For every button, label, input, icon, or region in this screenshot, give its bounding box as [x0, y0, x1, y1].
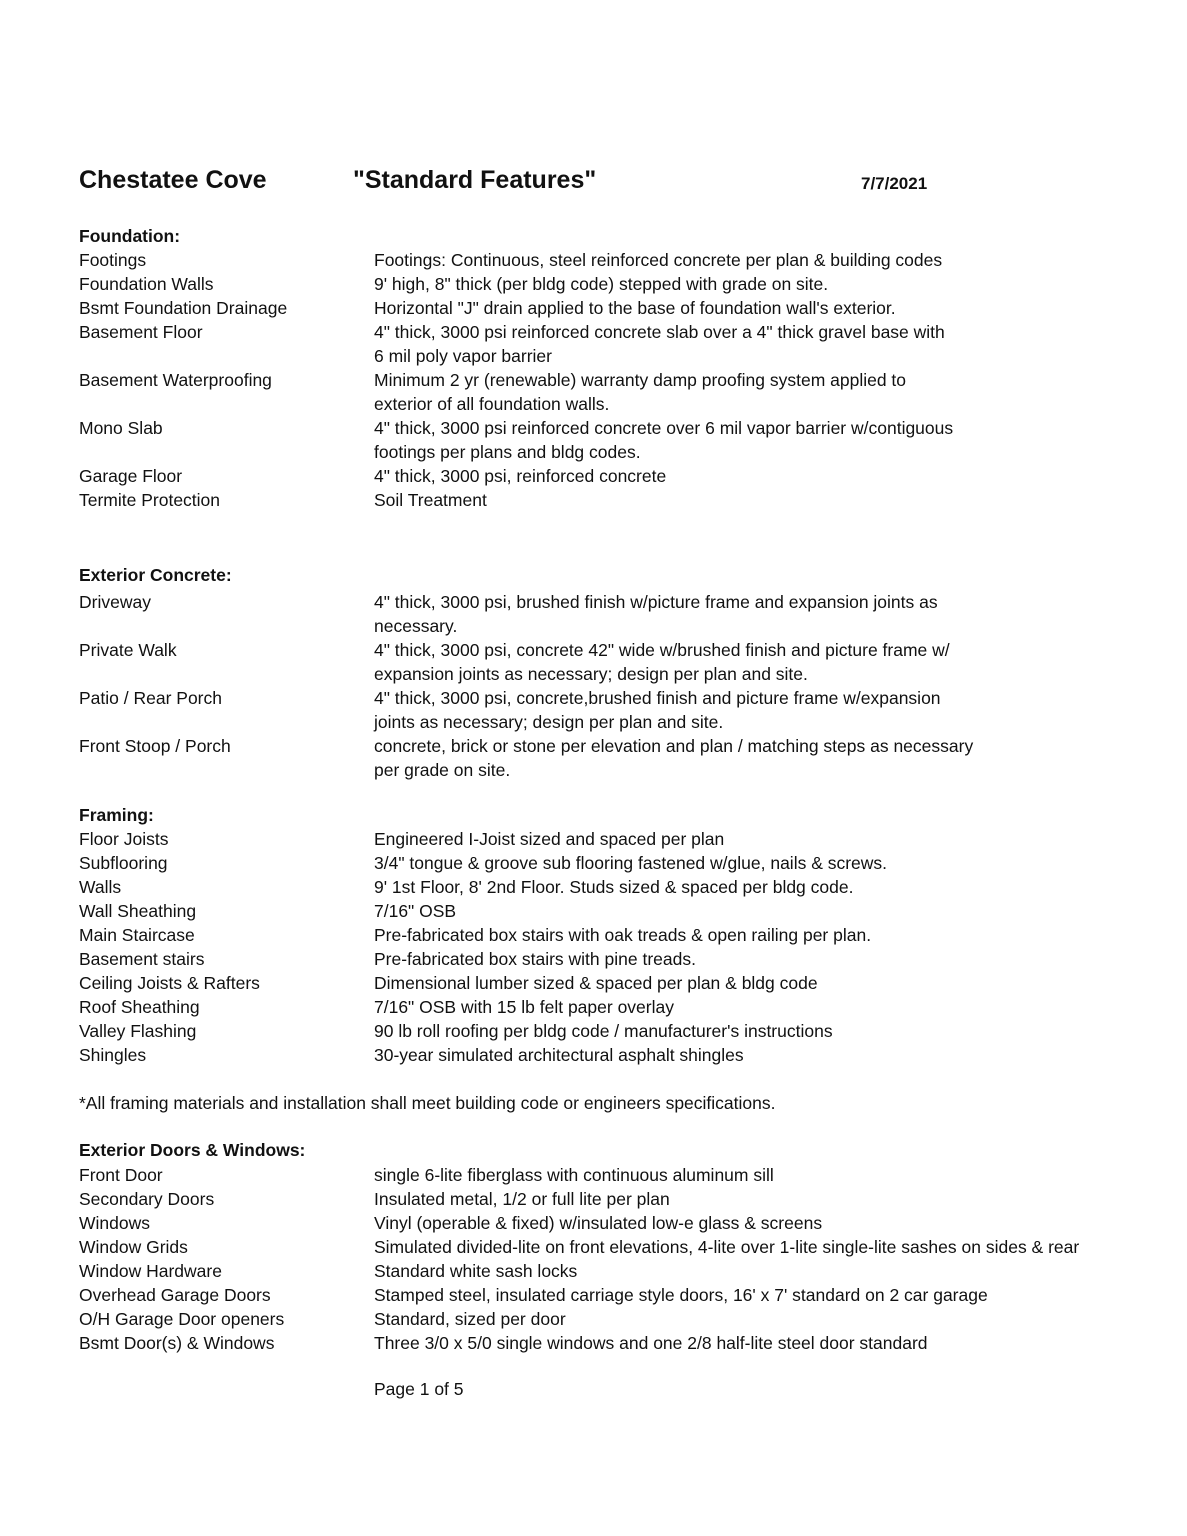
spec-value: 4" thick, 3000 psi, brushed finish w/picture frame and expansion joints as necessary. [374, 592, 938, 636]
spec-value: 9' 1st Floor, 8' 2nd Floor. Studs sized & spaced per bldg code. [374, 877, 854, 897]
spec-label: Walls [79, 877, 122, 897]
spec-row [79, 1283, 1157, 1307]
spec-row [79, 1259, 1157, 1283]
spec-value: Three 3/0 x 5/0 single windows and one 2/8 half-lite steel door standard [374, 1333, 928, 1353]
spec-value: Footings: Continuous, steel reinforced concrete per plan & building codes [374, 250, 943, 270]
spec-label: O/H Garage Door openers [79, 1309, 285, 1329]
spec-label: Basement stairs [79, 949, 205, 969]
spec-row [79, 1235, 1157, 1259]
spec-label: Footings [79, 250, 147, 270]
spec-row [79, 899, 1157, 923]
spec-value: Pre-fabricated box stairs with pine treads. [374, 949, 696, 969]
spec-label: Bsmt Foundation Drainage [79, 298, 288, 318]
spec-row [79, 368, 1157, 416]
spec-value: Minimum 2 yr (renewable) warranty damp proofing system applied to exterior of all foundation walls. [374, 370, 907, 414]
spec-value: Soil Treatment [374, 490, 487, 510]
spec-label: Window Hardware [79, 1261, 222, 1281]
spec-label: Patio / Rear Porch [79, 688, 222, 708]
page-number: Page 1 of 5 [374, 1379, 464, 1399]
spec-row [79, 248, 1157, 272]
spec-row [79, 296, 1157, 320]
spec-value: 7/16" OSB [374, 901, 457, 921]
spec-label: Termite Protection [79, 490, 221, 510]
project-name: Chestatee Cove [79, 166, 267, 194]
spec-row [79, 638, 1157, 686]
spec-value: Engineered I-Joist sized and spaced per plan [374, 829, 725, 849]
spec-value: Horizontal "J" drain applied to the base of foundation wall's exterior. [374, 298, 896, 318]
spec-value: 4" thick, 3000 psi, concrete,brushed finish and picture frame w/expansion joints as necessary; design per plan and site. [374, 688, 941, 732]
spec-value: 3/4" tongue & groove sub flooring fastened w/glue, nails & screws. [374, 853, 888, 873]
spec-row [79, 875, 1157, 899]
spec-value: Simulated divided-lite on front elevations, 4-lite over 1-lite single-lite sashes on sides & rear [374, 1237, 1080, 1257]
spec-value: Vinyl (operable & fixed) w/insulated low-e glass & screens [374, 1213, 823, 1233]
spec-value: Standard, sized per door [374, 1309, 566, 1329]
spec-row [79, 1331, 1157, 1355]
spec-label: Floor Joists [79, 829, 169, 849]
section-exterior-concrete [79, 563, 1157, 782]
spec-row [79, 995, 1157, 1019]
spec-row [79, 827, 1157, 851]
spec-row [79, 686, 1157, 734]
spec-value: 90 lb roll roofing per bldg code / manufacturer's instructions [374, 1021, 833, 1041]
spec-row [79, 947, 1157, 971]
spec-row [79, 272, 1157, 296]
section-framing [79, 803, 1157, 1067]
spec-label: Bsmt Door(s) & Windows [79, 1333, 275, 1353]
spec-row [79, 1043, 1157, 1067]
document-date: 7/7/2021 [861, 174, 928, 193]
spec-row [79, 320, 1157, 368]
spec-label: Overhead Garage Doors [79, 1285, 271, 1305]
spec-label: Basement Waterproofing [79, 370, 272, 390]
document-title: "Standard Features" [353, 166, 597, 194]
spec-label: Basement Floor [79, 322, 203, 342]
spec-row [79, 488, 1157, 512]
spec-value: 9' high, 8" thick (per bldg code) stepped with grade on site. [374, 274, 829, 294]
spec-label: Window Grids [79, 1237, 188, 1257]
spec-row [79, 1163, 1157, 1187]
section-heading: Framing: [79, 805, 154, 825]
spec-row [79, 590, 1157, 638]
spec-value: Insulated metal, 1/2 or full lite per plan [374, 1189, 670, 1209]
section-doors-windows [79, 1138, 1157, 1355]
spec-row [79, 1187, 1157, 1211]
spec-value: Dimensional lumber sized & spaced per plan & bldg code [374, 973, 818, 993]
spec-label: Main Staircase [79, 925, 195, 945]
spec-label: Ceiling Joists & Rafters [79, 973, 260, 993]
spec-row [79, 464, 1157, 488]
spec-label: Subflooring [79, 853, 168, 873]
spec-label: Front Stoop / Porch [79, 736, 231, 756]
spec-row [79, 416, 1157, 464]
spec-label: Secondary Doors [79, 1189, 215, 1209]
spec-label: Wall Sheathing [79, 901, 197, 921]
spec-label: Mono Slab [79, 418, 163, 438]
section-heading: Exterior Doors & Windows: [79, 1140, 306, 1160]
spec-value: 4" thick, 3000 psi reinforced concrete slab over a 4" thick gravel base with 6 mil poly vapor barrier [374, 322, 945, 366]
spec-value: 4" thick, 3000 psi, concrete 42" wide w/brushed finish and picture frame w/ expansion joints as necessary; design per plan and site. [374, 640, 950, 684]
spec-label: Foundation Walls [79, 274, 214, 294]
spec-value: Stamped steel, insulated carriage style doors, 16' x 7' standard on 2 car garage [374, 1285, 988, 1305]
spec-row [79, 851, 1157, 875]
spec-row [79, 971, 1157, 995]
spec-value: 30-year simulated architectural asphalt shingles [374, 1045, 744, 1065]
spec-label: Driveway [79, 592, 151, 612]
spec-value: 4" thick, 3000 psi, reinforced concrete [374, 466, 667, 486]
spec-label: Windows [79, 1213, 150, 1233]
spec-label: Private Walk [79, 640, 177, 660]
section-heading: Exterior Concrete: [79, 565, 232, 585]
spec-label: Garage Floor [79, 466, 183, 486]
framing-note: *All framing materials and installation shall meet building code or engineers specifications. [79, 1093, 776, 1113]
spec-row [79, 923, 1157, 947]
spec-label: Front Door [79, 1165, 163, 1185]
spec-value: Pre-fabricated box stairs with oak treads & open railing per plan. [374, 925, 872, 945]
document-header [79, 166, 1187, 200]
spec-row [79, 1211, 1157, 1235]
spec-row [79, 1307, 1157, 1331]
spec-value: 4" thick, 3000 psi reinforced concrete over 6 mil vapor barrier w/contiguous footings per plans and bldg codes. [374, 418, 954, 462]
section-heading: Foundation: [79, 226, 181, 246]
spec-value: 7/16" OSB with 15 lb felt paper overlay [374, 997, 674, 1017]
spec-label: Roof Sheathing [79, 997, 200, 1017]
spec-value: single 6-lite fiberglass with continuous aluminum sill [374, 1165, 774, 1185]
spec-label: Valley Flashing [79, 1021, 197, 1041]
spec-value: Standard white sash locks [374, 1261, 578, 1281]
spec-row [79, 734, 1157, 782]
spec-value: concrete, brick or stone per elevation and plan / matching steps as necessary per grade on site. [374, 736, 974, 780]
spec-row [79, 1019, 1157, 1043]
section-foundation [79, 224, 1157, 512]
spec-label: Shingles [79, 1045, 147, 1065]
